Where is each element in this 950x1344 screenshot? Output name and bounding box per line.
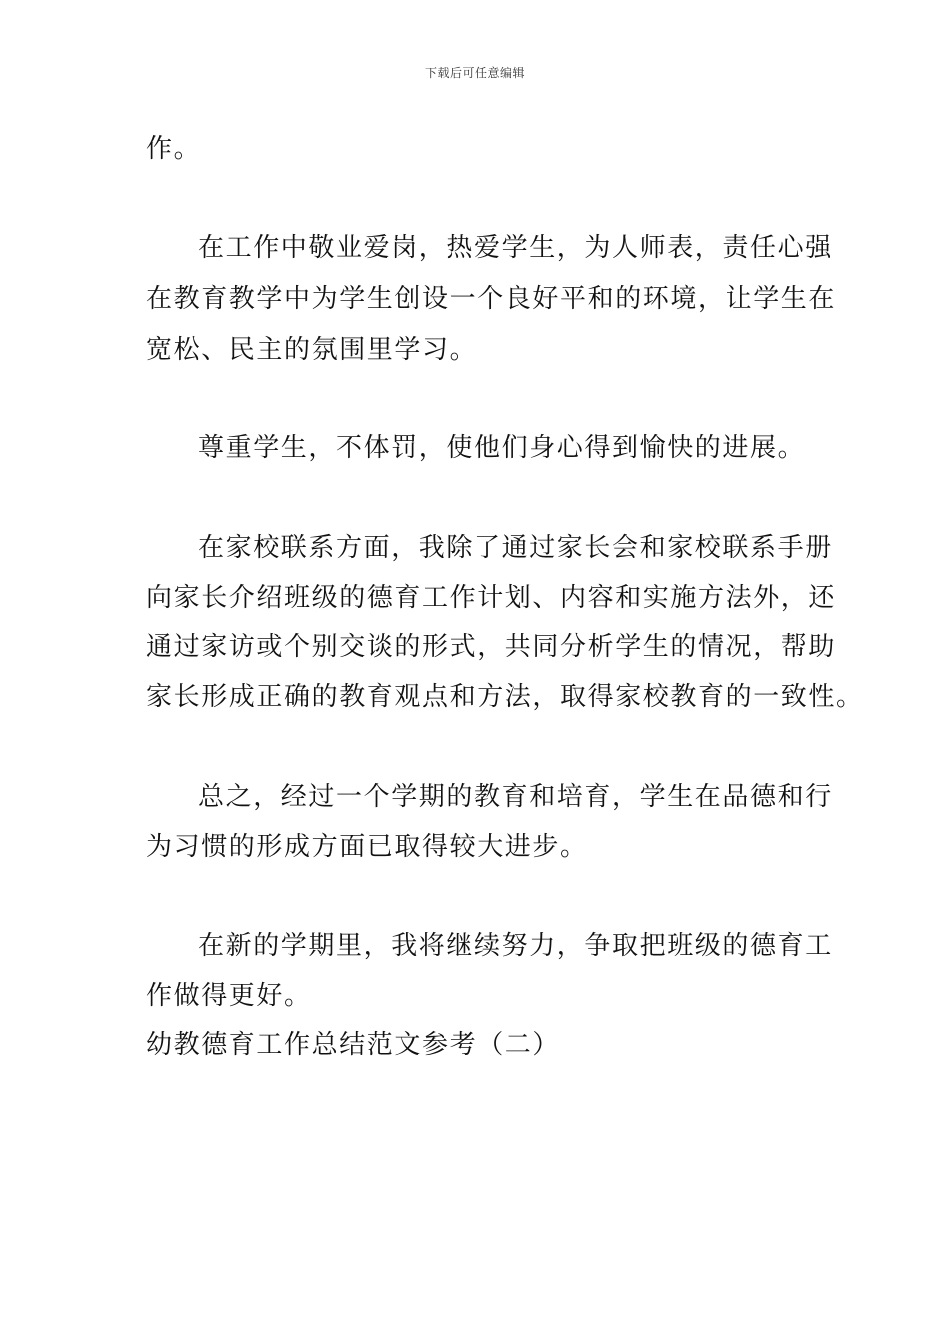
paragraph-line: 作做得更好。	[146, 981, 312, 1011]
paragraph-line: 向家长介绍班级的德育工作计划、内容和实施方法外，还	[146, 583, 837, 613]
paragraph-line: 家长形成正确的教育观点和方法，取得家校教育的一致性。	[146, 682, 864, 712]
page-header: 下载后可任意编辑	[424, 66, 525, 80]
paragraph-line: 在工作中敬业爱岗，热爱学生，为人师表，责任心强	[198, 233, 833, 263]
paragraph-line: 在教育教学中为学生创设一个良好平和的环境，让学生在	[146, 284, 837, 314]
paragraph-line: 在家校联系方面，我除了通过家长会和家校联系手册	[198, 533, 833, 563]
paragraph-line: 总之，经过一个学期的教育和培育，学生在品德和行	[198, 782, 833, 812]
paragraph-line: 尊重学生，不体罚，使他们身心得到愉快的进展。	[198, 433, 806, 463]
paragraph-line: 宽松、民主的氛围里学习。	[146, 335, 478, 365]
paragraph-line: 为习惯的形成方面已取得较大进步。	[146, 832, 588, 862]
section-title: 幼教德育工作总结范文参考（二）	[146, 1030, 561, 1060]
paragraph-line: 作。	[146, 134, 202, 164]
paragraph-line: 在新的学期里，我将继续努力，争取把班级的德育工	[198, 931, 833, 961]
paragraph-line: 通过家访或个别交谈的形式，共同分析学生的情况，帮助	[146, 632, 837, 662]
